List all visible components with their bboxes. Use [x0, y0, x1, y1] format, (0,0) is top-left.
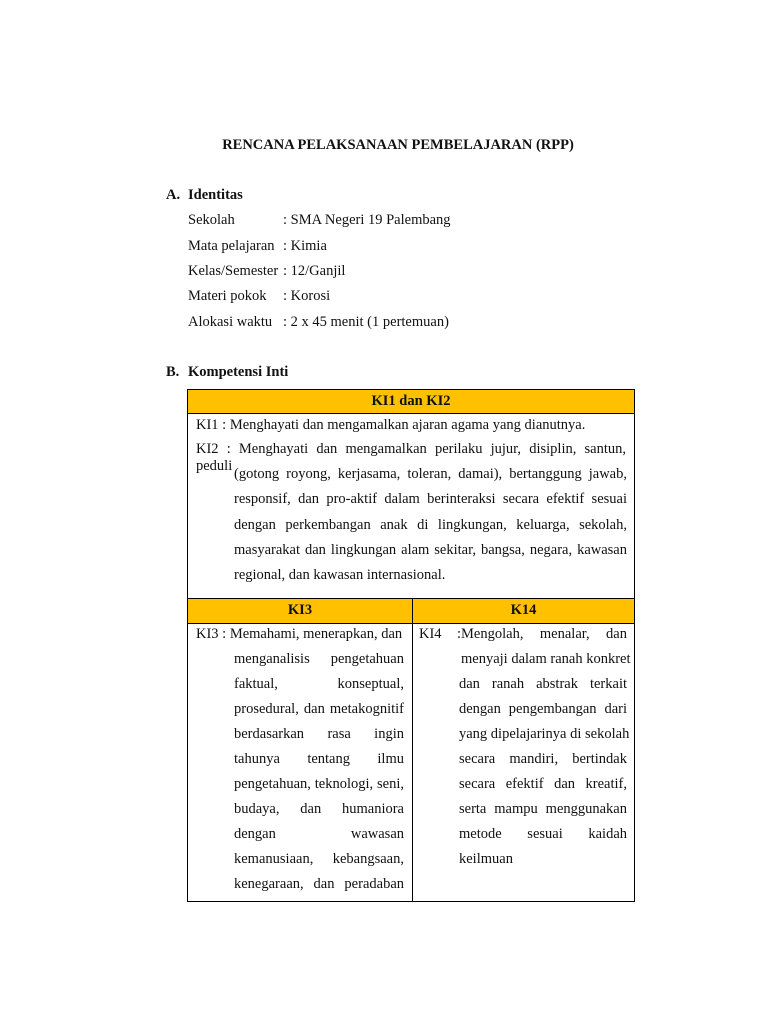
ki3-line: dengan wawasan [234, 826, 404, 842]
identity-value: : 12/Ganjil [283, 263, 346, 279]
identity-label: Materi pokok [188, 288, 267, 304]
ki3-ki4-row [188, 624, 634, 901]
ki3-line: menganalisis pengetahuan [234, 651, 404, 667]
ki3-line: prosedural, dan metakognitif [234, 701, 404, 717]
ki3-line: faktual, konseptual, [234, 676, 404, 692]
identity-label: Kelas/Semester [188, 263, 279, 279]
ki3-line: KI3 : Memahami, menerapkan, dan [196, 626, 403, 642]
ki4-line: serta mampu menggunakan [459, 801, 627, 817]
identity-value: : Korosi [283, 288, 331, 304]
table-header-row-ki3-ki4 [188, 599, 634, 624]
section-b-heading: Kompetensi Inti [188, 364, 289, 380]
table-header-ki1-ki2: KI1 dan KI2 [188, 390, 634, 414]
ki3-line: berdasarkan rasa ingin [234, 726, 404, 742]
ki4-line: keilmuan [459, 851, 513, 867]
ki4-line: dan ranah abstrak terkait [459, 676, 627, 692]
ki4-line: :Mengolah, menalar, dan [457, 626, 627, 642]
ki1-text: KI1 : Menghayati dan mengamalkan ajaran agama yang dianutnya. [196, 417, 586, 433]
ki-table [187, 389, 635, 902]
ki3-line: budaya, dan humaniora [234, 801, 404, 817]
section-a-heading: Identitas [188, 187, 243, 203]
ki4-line: metode sesuai kaidah [459, 826, 627, 842]
section-b-letter: B. [166, 364, 180, 380]
ki3-cell [188, 624, 413, 901]
identity-value: : SMA Negeri 19 Palembang [283, 212, 451, 228]
identity-value: : Kimia [283, 238, 327, 254]
ki4-line: secara mandiri, bertindak [459, 751, 627, 767]
table-header-ki3: KI3 [188, 599, 413, 623]
identity-label: Alokasi waktu [188, 314, 273, 330]
ki4-line: menyaji dalam ranah konkret [461, 651, 631, 667]
section-a-letter: A. [166, 187, 181, 203]
ki4-line: dengan pengembangan dari [459, 701, 627, 717]
ki2-lead-text: KI2 : Menghayati dan mengamalkan perilaku jujur, disiplin, santun, peduli [196, 441, 626, 474]
ki4-cell [413, 624, 634, 901]
table-header-ki4: K14 [413, 599, 634, 623]
ki4-line: yang dipelajarinya di sekolah [459, 726, 630, 742]
ki3-line: pengetahuan, teknologi, seni, [234, 776, 404, 792]
ki3-line: kenegaraan, dan peradaban [234, 876, 404, 892]
ki1-ki2-cell [188, 414, 634, 599]
ki2-text: (gotong royong, kerjasama, toleran, damai), bertanggung jawab, responsif, dan pro-aktif dalam berinteraksi secara efektif sesuai dengan perkembangan anak di lingkungan, keluarga, sekolah, masyarakat dan lingkungan alam sekitar, bangsa, negara, kawasan regional, dan kawasan internasional. [234, 466, 627, 584]
identity-value: : 2 x 45 menit (1 pertemuan) [283, 314, 449, 330]
ki4-label: KI4 [419, 626, 442, 642]
ki3-line: kemanusiaan, kebangsaan, [234, 851, 404, 867]
identity-label: Mata pelajaran [188, 238, 275, 254]
ki3-line: tahunya tentang ilmu [234, 751, 404, 767]
document-title: RENCANA PELAKSANAAN PEMBELAJARAN (RPP) [222, 137, 574, 153]
ki4-line: secara efektif dan kreatif, [459, 776, 627, 792]
identity-label: Sekolah [188, 212, 235, 228]
